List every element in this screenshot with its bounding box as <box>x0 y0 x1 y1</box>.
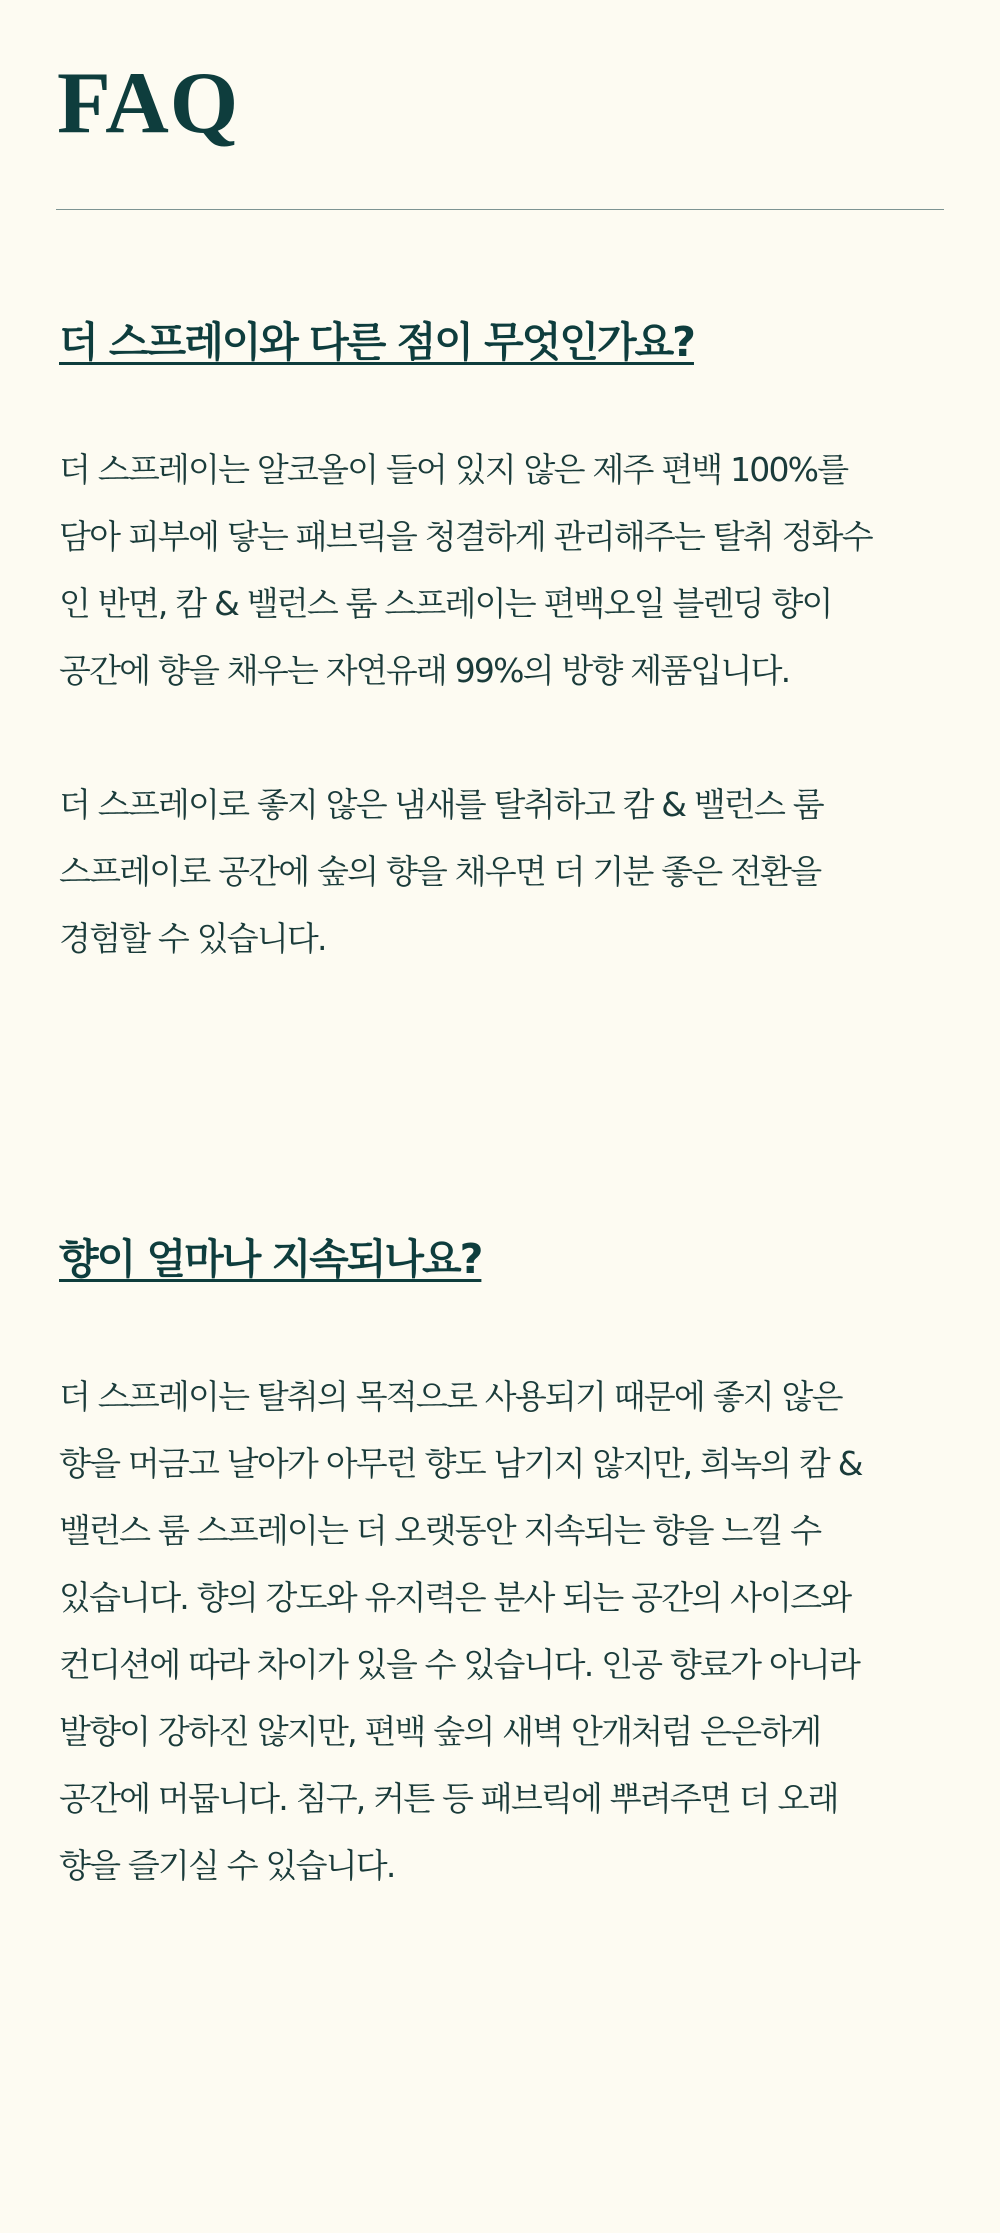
answer-line: 더 스프레이는 알코올이 들어 있지 않은 제주 편백 100%를 <box>59 450 848 489</box>
answer-line: 스프레이로 공간에 숲의 향을 채우면 더 기분 좋은 전환을 <box>59 852 821 891</box>
page-title: FAQ <box>57 55 240 152</box>
title-divider <box>56 209 944 210</box>
answer-line: 담아 피부에 닿는 패브릭을 청결하게 관리해주는 탈취 정화수 <box>59 517 872 556</box>
answer-line: 밸런스 룸 스프레이는 더 오랫동안 지속되는 향을 느낄 수 <box>59 1511 821 1550</box>
faq-answer-1-paragraph-1 <box>59 436 949 704</box>
answer-line: 더 스프레이는 탈취의 목적으로 사용되기 때문에 좋지 않은 <box>59 1377 842 1416</box>
answer-line: 향을 즐기실 수 있습니다. <box>59 1846 395 1885</box>
answer-line: 있습니다. 향의 강도와 유지력은 분사 되는 공간의 사이즈와 <box>59 1578 851 1617</box>
answer-line: 인 반면, 캄 & 밸런스 룸 스프레이는 편백오일 블렌딩 향이 <box>59 584 832 623</box>
faq-answer-1-paragraph-2 <box>59 771 949 972</box>
answer-line: 발향이 강하진 않지만, 편백 숲의 새벽 안개처럼 은은하게 <box>59 1712 821 1751</box>
answer-line: 경험할 수 있습니다. <box>59 919 326 958</box>
faq-answer-2-paragraph-1 <box>59 1363 949 1899</box>
answer-line: 더 스프레이로 좋지 않은 냄새를 탈취하고 캄 & 밸런스 룸 <box>59 785 823 824</box>
answer-line: 공간에 향을 채우는 자연유래 99%의 방향 제품입니다. <box>59 651 790 690</box>
faq-question-1[interactable]: 더 스프레이와 다른 점이 무엇인가요? <box>59 318 694 366</box>
answer-line: 향을 머금고 날아가 아무런 향도 남기지 않지만, 희녹의 캄 & <box>59 1444 862 1483</box>
answer-line: 공간에 머뭅니다. 침구, 커튼 등 패브릭에 뿌려주면 더 오래 <box>59 1779 838 1818</box>
answer-line: 컨디션에 따라 차이가 있을 수 있습니다. 인공 향료가 아니라 <box>59 1645 860 1684</box>
faq-question-2[interactable]: 향이 얼마나 지속되나요? <box>59 1235 482 1283</box>
